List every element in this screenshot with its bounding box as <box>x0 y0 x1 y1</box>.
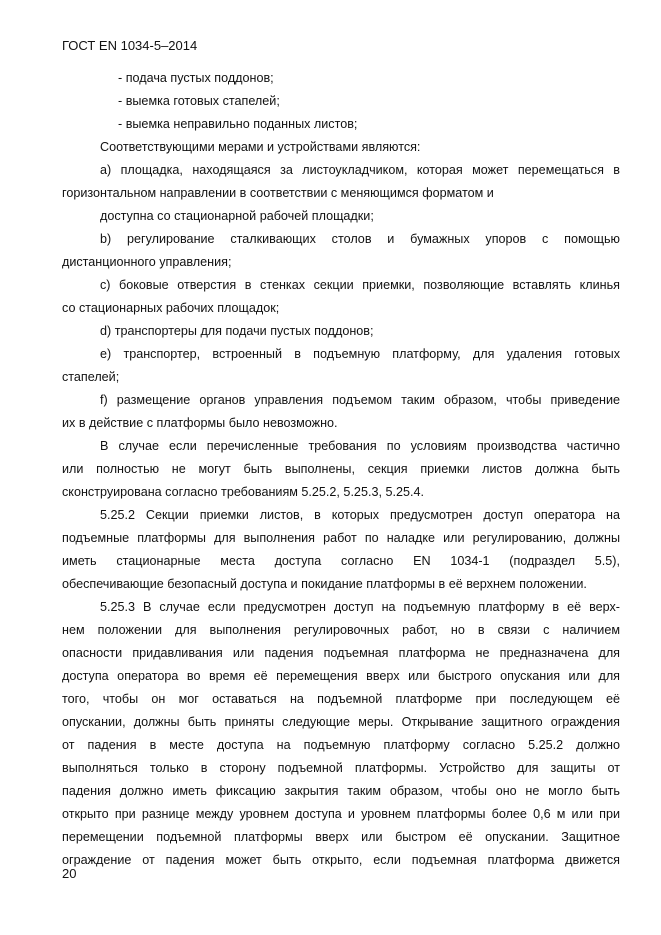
text-line: перемещении подъемной платформы вверх или быстром её опускании. Защитное <box>62 830 620 844</box>
text-line: того, чтобы он мог оставаться на подъемной платформе при последующем её <box>62 692 620 706</box>
paragraph <box>62 159 620 205</box>
paragraph <box>62 504 620 596</box>
paragraph <box>62 136 620 159</box>
text-line: Соответствующими мерами и устройствами являются: <box>100 140 421 154</box>
page-number: 20 <box>62 866 77 881</box>
text-line: выполняться только в сторону подъемной платформы. Устройство для защиты от <box>62 761 620 775</box>
document-header: ГОСТ EN 1034-5–2014 <box>62 38 198 53</box>
text-line: горизонтальном направлении в соответствии с меняющимся форматом и <box>62 186 494 200</box>
text-line: В случае если перечисленные требования по условиям производства частично <box>100 439 620 453</box>
text-line: иметь стационарные места доступа согласно EN 1034-1 (подраздел 5.5), <box>62 554 620 568</box>
text-line: падения должно иметь фиксацию закрытия таким образом, чтобы оно не могло быть <box>62 784 620 798</box>
paragraph <box>62 435 620 504</box>
paragraph <box>62 343 620 389</box>
text-line: доступа оператора во время её перемещения вверх или быстрого опускания или для <box>62 669 620 683</box>
text-line: d) транспортеры для подачи пустых поддонов; <box>100 324 374 338</box>
list-item: - выемка неправильно поданных листов; <box>118 117 358 131</box>
paragraph <box>62 274 620 320</box>
document-body <box>62 67 620 872</box>
text-line: f) размещение органов управления подъемом таким образом, чтобы приведение <box>100 393 620 407</box>
paragraph <box>62 596 620 872</box>
text-line: или полностью не могут быть выполнены, секция приемки листов должна быть <box>62 462 620 476</box>
text-line: подъемные платформы для выполнения работ по наладке или регулированию, должны <box>62 531 620 545</box>
paragraph <box>62 228 620 274</box>
paragraph <box>62 320 620 343</box>
text-line: 5.25.2 Секции приемки листов, в которых предусмотрен доступ оператора на <box>100 508 620 522</box>
paragraph <box>62 67 620 90</box>
list-item: - выемка готовых стапелей; <box>118 94 280 108</box>
text-line: ограждение от падения может быть открыто, если подъемная платформа движется <box>62 853 620 867</box>
text-line: со стационарных рабочих площадок; <box>62 301 280 315</box>
text-line: обеспечивающие безопасный доступа и покидание платформы в её верхнем положении. <box>62 577 587 591</box>
text-line: b) регулирование сталкивающих столов и бумажных упоров с помощью <box>100 232 620 246</box>
text-line: от падения в месте доступа на подъемную платформу согласно 5.25.2 должно <box>62 738 620 752</box>
paragraph <box>62 90 620 113</box>
paragraph <box>62 205 620 228</box>
text-line: опускании, должны быть приняты следующие меры. Открывание защитного ограждения <box>62 715 620 729</box>
text-line: опасности придавливания или падения подъемная платформа не предназначена для <box>62 646 620 660</box>
paragraph <box>62 113 620 136</box>
text-line: а) площадка, находящаяся за листоукладчиком, которая может перемещаться в <box>100 163 620 177</box>
paragraph <box>62 389 620 435</box>
text-line: сконструирована согласно требованиям 5.25.2, 5.25.3, 5.25.4. <box>62 485 424 499</box>
text-line: дистанционного управления; <box>62 255 232 269</box>
text-line: доступна со стационарной рабочей площадки; <box>100 209 374 223</box>
text-line: их в действие с платформы было невозможно. <box>62 416 338 430</box>
text-line: c) боковые отверстия в стенках секции приемки, позволяющие вставлять клинья <box>100 278 620 292</box>
text-line: е) транспортер, встроенный в подъемную платформу, для удаления готовых <box>100 347 620 361</box>
text-line: нем положении для выполнения регулировочных работ, но в связи с наличием <box>62 623 620 637</box>
text-line: стапелей; <box>62 370 120 384</box>
text-line: открыто при разнице между уровнем доступа и уровнем платформы более 0,6 м или при <box>62 807 620 821</box>
text-line: 5.25.3 В случае если предусмотрен доступ на подъемную платформу в её верх- <box>100 600 620 614</box>
list-item: - подача пустых поддонов; <box>118 71 274 85</box>
